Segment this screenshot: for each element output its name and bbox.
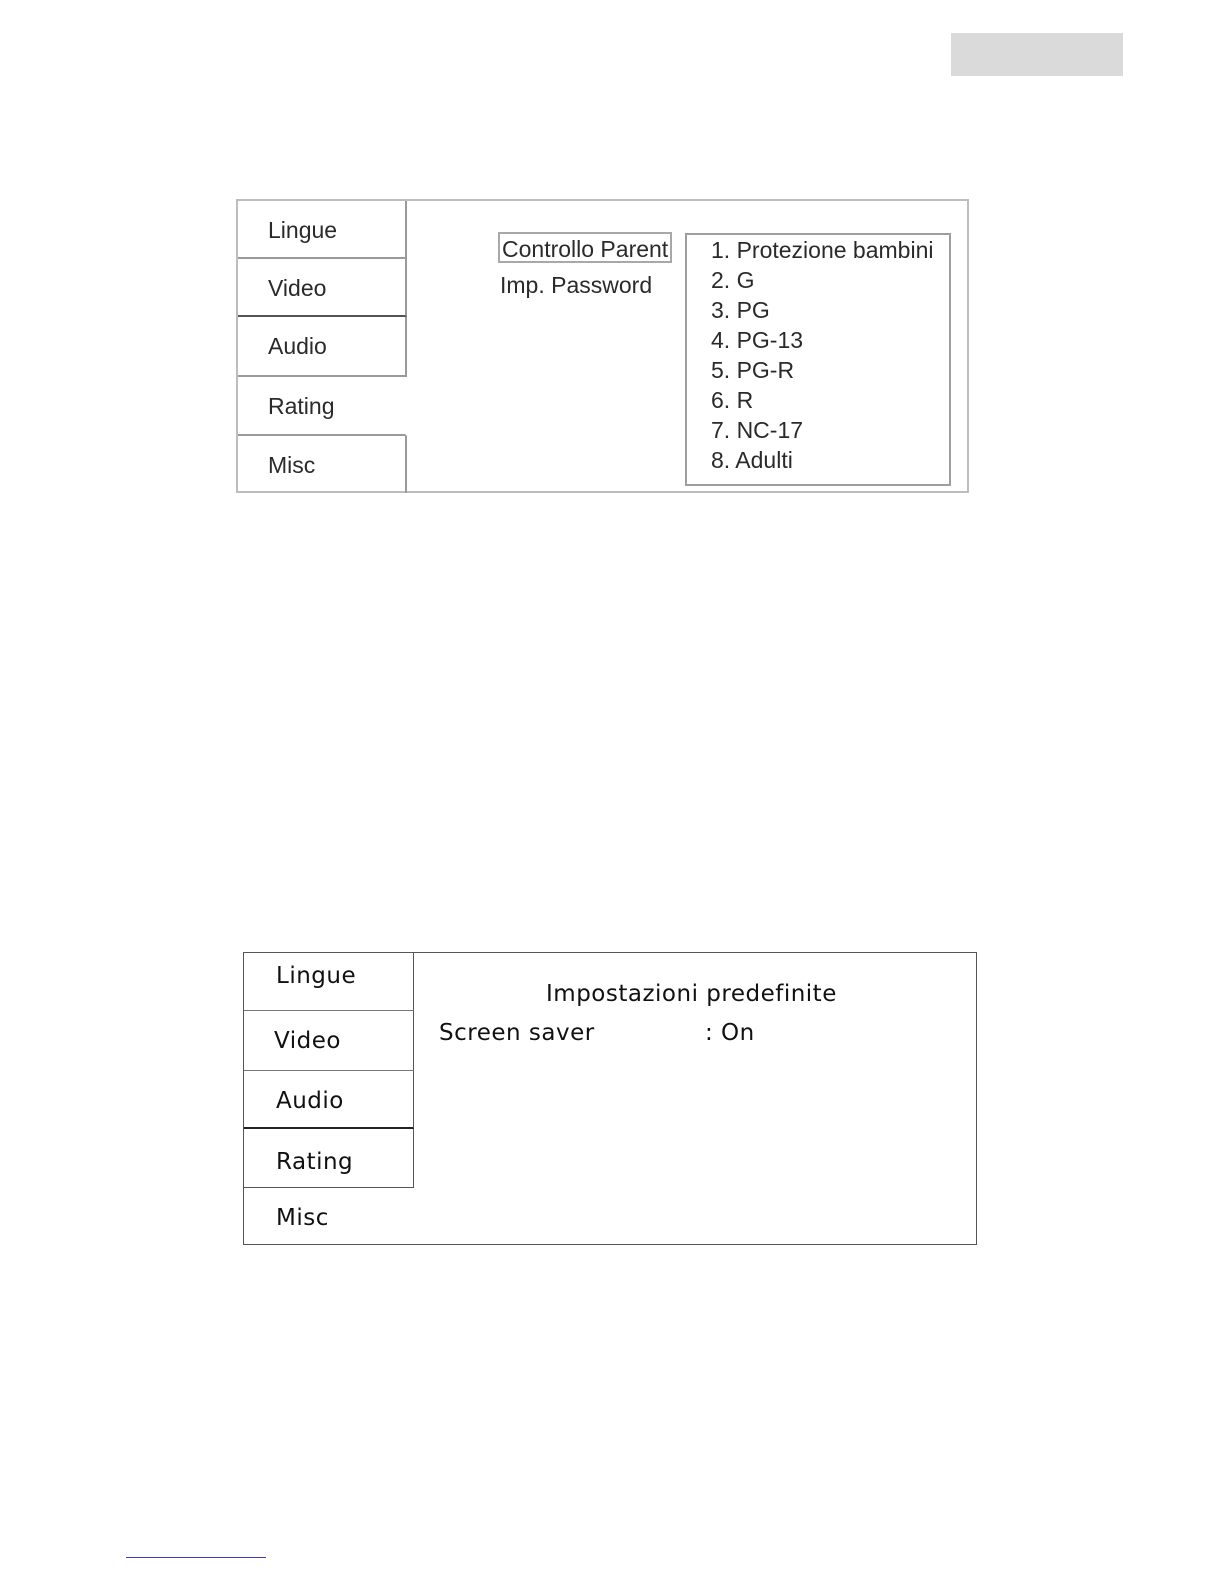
page-tab-marker bbox=[951, 33, 1123, 76]
rating-option[interactable]: 5. PG-R bbox=[711, 357, 795, 383]
tab-lingue[interactable]: Lingue bbox=[238, 201, 407, 259]
rating-option[interactable]: 3. PG bbox=[711, 297, 770, 323]
tab-misc[interactable]: Misc bbox=[238, 436, 407, 493]
rating-option[interactable]: 2. G bbox=[711, 267, 755, 293]
tab-video[interactable]: Video bbox=[244, 1011, 414, 1071]
tab-misc[interactable]: Misc bbox=[276, 1205, 329, 1231]
tab-audio[interactable]: Audio bbox=[238, 317, 407, 377]
rating-option[interactable]: 7. NC-17 bbox=[711, 417, 804, 443]
rating-option[interactable]: 4. PG-13 bbox=[711, 327, 804, 353]
rating-option[interactable]: 6. R bbox=[711, 387, 754, 413]
screen-saver-label[interactable]: Screen saver bbox=[439, 1020, 595, 1046]
defaults-item[interactable]: Impostazioni predefinite bbox=[546, 981, 837, 1007]
rating-option[interactable]: 8. Adulti bbox=[711, 447, 793, 473]
tab-audio[interactable]: Audio bbox=[244, 1071, 414, 1129]
rating-menu-screen bbox=[236, 199, 969, 493]
tab-lingue[interactable]: Lingue bbox=[244, 953, 414, 1011]
screen-saver-value[interactable]: : On bbox=[705, 1020, 755, 1046]
tab-rating[interactable]: Rating bbox=[238, 377, 407, 436]
rating-option[interactable]: 1. Protezione bambini bbox=[711, 237, 934, 263]
tab-rating[interactable]: Rating bbox=[244, 1129, 414, 1188]
footer-rule bbox=[126, 1557, 266, 1558]
parental-control-item[interactable]: Controllo Parent bbox=[498, 232, 672, 263]
misc-menu-screen bbox=[243, 952, 977, 1245]
set-password-item[interactable]: Imp. Password bbox=[500, 272, 653, 298]
tab-video[interactable]: Video bbox=[238, 259, 407, 317]
rating-level-list bbox=[685, 233, 951, 486]
